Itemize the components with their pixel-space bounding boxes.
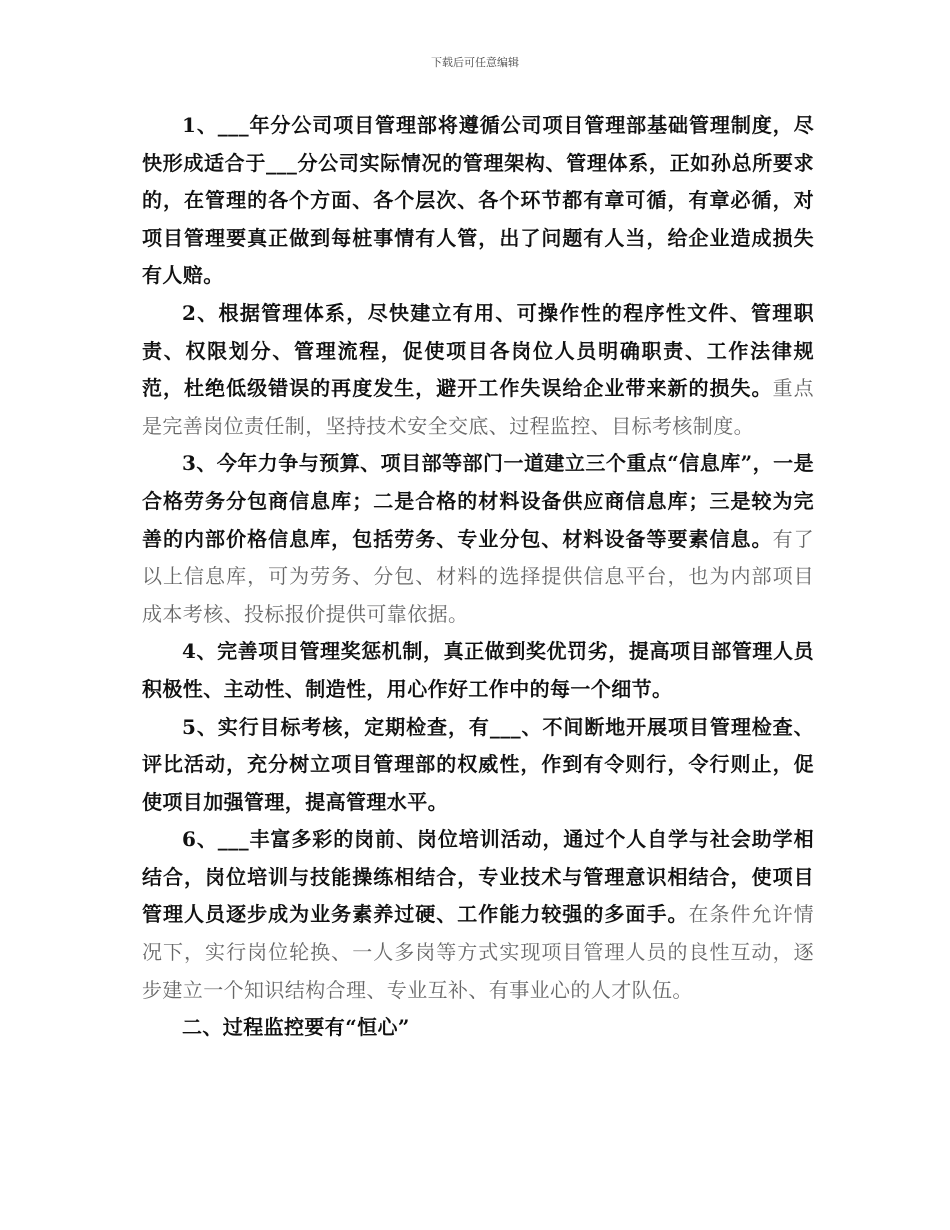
- paragraph-2-extra-text: 重点是完善岗位责任制，坚持技术安全交底、过程监控、目标考核制度。: [142, 376, 814, 438]
- paragraph-5: [142, 709, 814, 822]
- paragraph-3-extra-text: 有了以上信息库，可为劳务、分包、材料的选择提供信息平台，也为内部项目成本考核、投标报价提供可靠依据。: [142, 526, 814, 626]
- section-heading: 二、过程监控要有“恒心”: [182, 1015, 410, 1040]
- paragraph-6-main-text: 6、___丰富多彩的岗前、岗位培训活动，通过个人自学与社会助学相结合，岗位培训与技能操练相结合，专业技术与管理意识相结合，使项目管理人员逐步成为业务素养过硬、工作能力较强的多面手。: [142, 827, 814, 927]
- paragraph-5-main-text: 5、实行目标考核，定期检查，有___、不间断地开展项目管理检查、评比活动，充分树立项目管理部的权威性，作到有令则行，令行则止，促使项目加强管理，提高管理水平。: [142, 714, 814, 814]
- paragraph-6-extra-text: 在条件允许情况下，实行岗位轮换、一人多岗等方式实现项目管理人员的良性互动，逐步建立一个知识结构合理、专业互补、有事业心的人才队伍。: [142, 902, 814, 1002]
- paragraph-3: [142, 445, 814, 633]
- paragraph-4-main-text: 4、完善项目管理奖惩机制，真正做到奖优罚劣，提高项目部管理人员积极性、主动性、制造性，用心作好工作中的每一个细节。: [142, 639, 814, 701]
- paragraph-1-main-text: 1、___年分公司项目管理部将遵循公司项目管理部基础管理制度，尽快形成适合于___分公司实际情况的管理架构、管理体系，正如孙总所要求的，在管理的各个方面、各个层次、各个环节都有章可循，有章必循，对项目管理要真正做到每桩事情有人管，出了问题有人当，给企业造成损失有人赔。: [142, 113, 814, 288]
- page-header-note: 下载后可任意编辑: [431, 56, 519, 69]
- paragraph-6: [142, 821, 814, 1009]
- paragraph-4: [142, 633, 814, 708]
- paragraph-1: [142, 107, 814, 295]
- paragraph-2: [142, 295, 814, 445]
- document-body: [142, 107, 814, 1047]
- paragraph-2-main-text: 2、根据管理体系，尽快建立有用、可操作性的程序性文件、管理职责、权限划分、管理流程，促使项目各岗位人员明确职责、工作法律规范，杜绝低级错误的再度发生，避开工作失误给企业带来新的损失。: [142, 300, 814, 401]
- paragraph-3-main-text: 3、今年力争与预算、项目部等部门一道建立三个重点“信息库”，一是合格劳务分包商信息库；二是合格的材料设备供应商信息库；三是较为完善的内部价格信息库，包括劳务、专业分包、材料设备等要素信息。: [142, 451, 814, 551]
